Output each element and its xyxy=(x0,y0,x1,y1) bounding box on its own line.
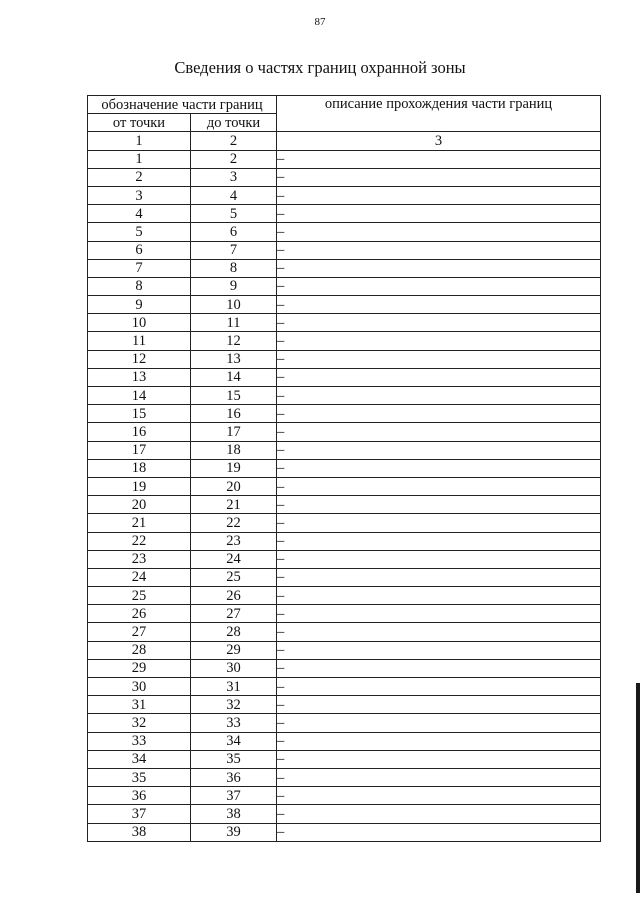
description-cell: – xyxy=(277,205,601,223)
table-row xyxy=(88,750,601,768)
boundary-description-header: описание прохождения части границ xyxy=(277,96,601,132)
description-cell: – xyxy=(277,423,601,441)
to-point-cell: 29 xyxy=(191,641,277,659)
to-point-cell: 22 xyxy=(191,514,277,532)
to-point-cell: 16 xyxy=(191,405,277,423)
description-cell: – xyxy=(277,587,601,605)
from-point-cell: 26 xyxy=(88,605,191,623)
from-point-cell: 9 xyxy=(88,296,191,314)
description-cell: – xyxy=(277,823,601,841)
to-point-cell: 18 xyxy=(191,441,277,459)
to-point-cell: 9 xyxy=(191,277,277,295)
table-row xyxy=(88,168,601,186)
to-point-cell: 6 xyxy=(191,223,277,241)
to-point-cell: 17 xyxy=(191,423,277,441)
from-point-cell: 7 xyxy=(88,259,191,277)
description-cell: – xyxy=(277,150,601,168)
table-row xyxy=(88,332,601,350)
to-point-cell: 14 xyxy=(191,368,277,386)
table-row xyxy=(88,223,601,241)
description-cell: – xyxy=(277,277,601,295)
to-point-cell: 8 xyxy=(191,259,277,277)
to-point-cell: 32 xyxy=(191,696,277,714)
table-row xyxy=(88,550,601,568)
description-cell: – xyxy=(277,477,601,495)
to-point-cell: 36 xyxy=(191,768,277,786)
to-point-cell: 11 xyxy=(191,314,277,332)
to-point-header: до точки xyxy=(191,114,277,132)
description-cell: – xyxy=(277,168,601,186)
description-cell: – xyxy=(277,241,601,259)
description-cell: – xyxy=(277,805,601,823)
from-point-cell: 27 xyxy=(88,623,191,641)
from-point-cell: 30 xyxy=(88,678,191,696)
from-point-cell: 28 xyxy=(88,641,191,659)
to-point-cell: 33 xyxy=(191,714,277,732)
table-row xyxy=(88,459,601,477)
table-row xyxy=(88,587,601,605)
table-row xyxy=(88,477,601,495)
from-point-header: от точки xyxy=(88,114,191,132)
description-cell: – xyxy=(277,259,601,277)
table-row xyxy=(88,405,601,423)
to-point-cell: 5 xyxy=(191,205,277,223)
from-point-cell: 19 xyxy=(88,477,191,495)
to-point-cell: 15 xyxy=(191,387,277,405)
to-point-cell: 28 xyxy=(191,623,277,641)
table-row xyxy=(88,423,601,441)
to-point-cell: 19 xyxy=(191,459,277,477)
from-point-cell: 4 xyxy=(88,205,191,223)
description-cell: – xyxy=(277,496,601,514)
from-point-cell: 14 xyxy=(88,387,191,405)
from-point-cell: 33 xyxy=(88,732,191,750)
scan-edge-mark xyxy=(636,683,640,893)
description-cell: – xyxy=(277,696,601,714)
to-point-cell: 3 xyxy=(191,168,277,186)
from-point-cell: 32 xyxy=(88,714,191,732)
to-point-cell: 21 xyxy=(191,496,277,514)
table-row xyxy=(88,768,601,786)
table-row xyxy=(88,659,601,677)
page-number: 87 xyxy=(314,16,326,28)
table-row xyxy=(88,186,601,204)
from-point-cell: 15 xyxy=(88,405,191,423)
to-point-cell: 30 xyxy=(191,659,277,677)
table-row xyxy=(88,787,601,805)
column-number-1: 1 xyxy=(88,132,191,150)
description-cell: – xyxy=(277,223,601,241)
from-point-cell: 31 xyxy=(88,696,191,714)
description-cell: – xyxy=(277,296,601,314)
from-point-cell: 29 xyxy=(88,659,191,677)
from-point-cell: 35 xyxy=(88,768,191,786)
table-row xyxy=(88,496,601,514)
description-cell: – xyxy=(277,314,601,332)
table-row xyxy=(88,805,601,823)
table-row xyxy=(88,241,601,259)
to-point-cell: 10 xyxy=(191,296,277,314)
from-point-cell: 22 xyxy=(88,532,191,550)
to-point-cell: 12 xyxy=(191,332,277,350)
table-row xyxy=(88,532,601,550)
description-cell: – xyxy=(277,605,601,623)
table-row xyxy=(88,350,601,368)
boundary-designation-header: обозначение части границ xyxy=(88,96,277,114)
table-row xyxy=(88,314,601,332)
description-cell: – xyxy=(277,459,601,477)
to-point-cell: 23 xyxy=(191,532,277,550)
to-point-cell: 34 xyxy=(191,732,277,750)
table-row xyxy=(88,259,601,277)
description-cell: – xyxy=(277,186,601,204)
description-cell: – xyxy=(277,532,601,550)
from-point-cell: 25 xyxy=(88,587,191,605)
description-cell: – xyxy=(277,405,601,423)
to-point-cell: 2 xyxy=(191,150,277,168)
to-point-cell: 4 xyxy=(191,186,277,204)
description-cell: – xyxy=(277,568,601,586)
description-cell: – xyxy=(277,441,601,459)
column-number-3: 3 xyxy=(277,132,601,150)
table-row xyxy=(88,514,601,532)
from-point-cell: 13 xyxy=(88,368,191,386)
description-cell: – xyxy=(277,732,601,750)
from-point-cell: 21 xyxy=(88,514,191,532)
from-point-cell: 12 xyxy=(88,350,191,368)
from-point-cell: 5 xyxy=(88,223,191,241)
description-cell: – xyxy=(277,387,601,405)
to-point-cell: 38 xyxy=(191,805,277,823)
from-point-cell: 3 xyxy=(88,186,191,204)
from-point-cell: 1 xyxy=(88,150,191,168)
description-cell: – xyxy=(277,787,601,805)
description-cell: – xyxy=(277,659,601,677)
table-row xyxy=(88,205,601,223)
table-row xyxy=(88,277,601,295)
to-point-cell: 7 xyxy=(191,241,277,259)
table-row xyxy=(88,623,601,641)
from-point-cell: 23 xyxy=(88,550,191,568)
from-point-cell: 17 xyxy=(88,441,191,459)
to-point-cell: 31 xyxy=(191,678,277,696)
to-point-cell: 39 xyxy=(191,823,277,841)
to-point-cell: 25 xyxy=(191,568,277,586)
to-point-cell: 35 xyxy=(191,750,277,768)
description-cell: – xyxy=(277,623,601,641)
to-point-cell: 13 xyxy=(191,350,277,368)
table-body xyxy=(88,150,601,841)
description-cell: – xyxy=(277,768,601,786)
description-cell: – xyxy=(277,550,601,568)
table-row xyxy=(88,696,601,714)
table-row xyxy=(88,368,601,386)
table-row xyxy=(88,441,601,459)
table-row xyxy=(88,678,601,696)
table-header-row xyxy=(88,96,601,114)
description-cell: – xyxy=(277,750,601,768)
from-point-cell: 34 xyxy=(88,750,191,768)
boundary-parts-table xyxy=(87,95,601,842)
table-row xyxy=(88,296,601,314)
from-point-cell: 18 xyxy=(88,459,191,477)
from-point-cell: 24 xyxy=(88,568,191,586)
from-point-cell: 38 xyxy=(88,823,191,841)
to-point-cell: 24 xyxy=(191,550,277,568)
to-point-cell: 20 xyxy=(191,477,277,495)
table-row xyxy=(88,714,601,732)
table-row xyxy=(88,150,601,168)
table-row xyxy=(88,605,601,623)
from-point-cell: 37 xyxy=(88,805,191,823)
document-title: Сведения о частях границ охранной зоны xyxy=(174,58,466,77)
description-cell: – xyxy=(277,714,601,732)
from-point-cell: 36 xyxy=(88,787,191,805)
description-cell: – xyxy=(277,678,601,696)
from-point-cell: 16 xyxy=(88,423,191,441)
column-numbers-row xyxy=(88,132,601,150)
table-row xyxy=(88,387,601,405)
from-point-cell: 8 xyxy=(88,277,191,295)
description-cell: – xyxy=(277,514,601,532)
from-point-cell: 10 xyxy=(88,314,191,332)
description-cell: – xyxy=(277,350,601,368)
from-point-cell: 6 xyxy=(88,241,191,259)
column-number-2: 2 xyxy=(191,132,277,150)
description-cell: – xyxy=(277,641,601,659)
from-point-cell: 11 xyxy=(88,332,191,350)
table-row xyxy=(88,823,601,841)
to-point-cell: 26 xyxy=(191,587,277,605)
to-point-cell: 37 xyxy=(191,787,277,805)
from-point-cell: 2 xyxy=(88,168,191,186)
description-cell: – xyxy=(277,332,601,350)
to-point-cell: 27 xyxy=(191,605,277,623)
table-row xyxy=(88,641,601,659)
from-point-cell: 20 xyxy=(88,496,191,514)
table-row xyxy=(88,568,601,586)
table-row xyxy=(88,732,601,750)
description-cell: – xyxy=(277,368,601,386)
